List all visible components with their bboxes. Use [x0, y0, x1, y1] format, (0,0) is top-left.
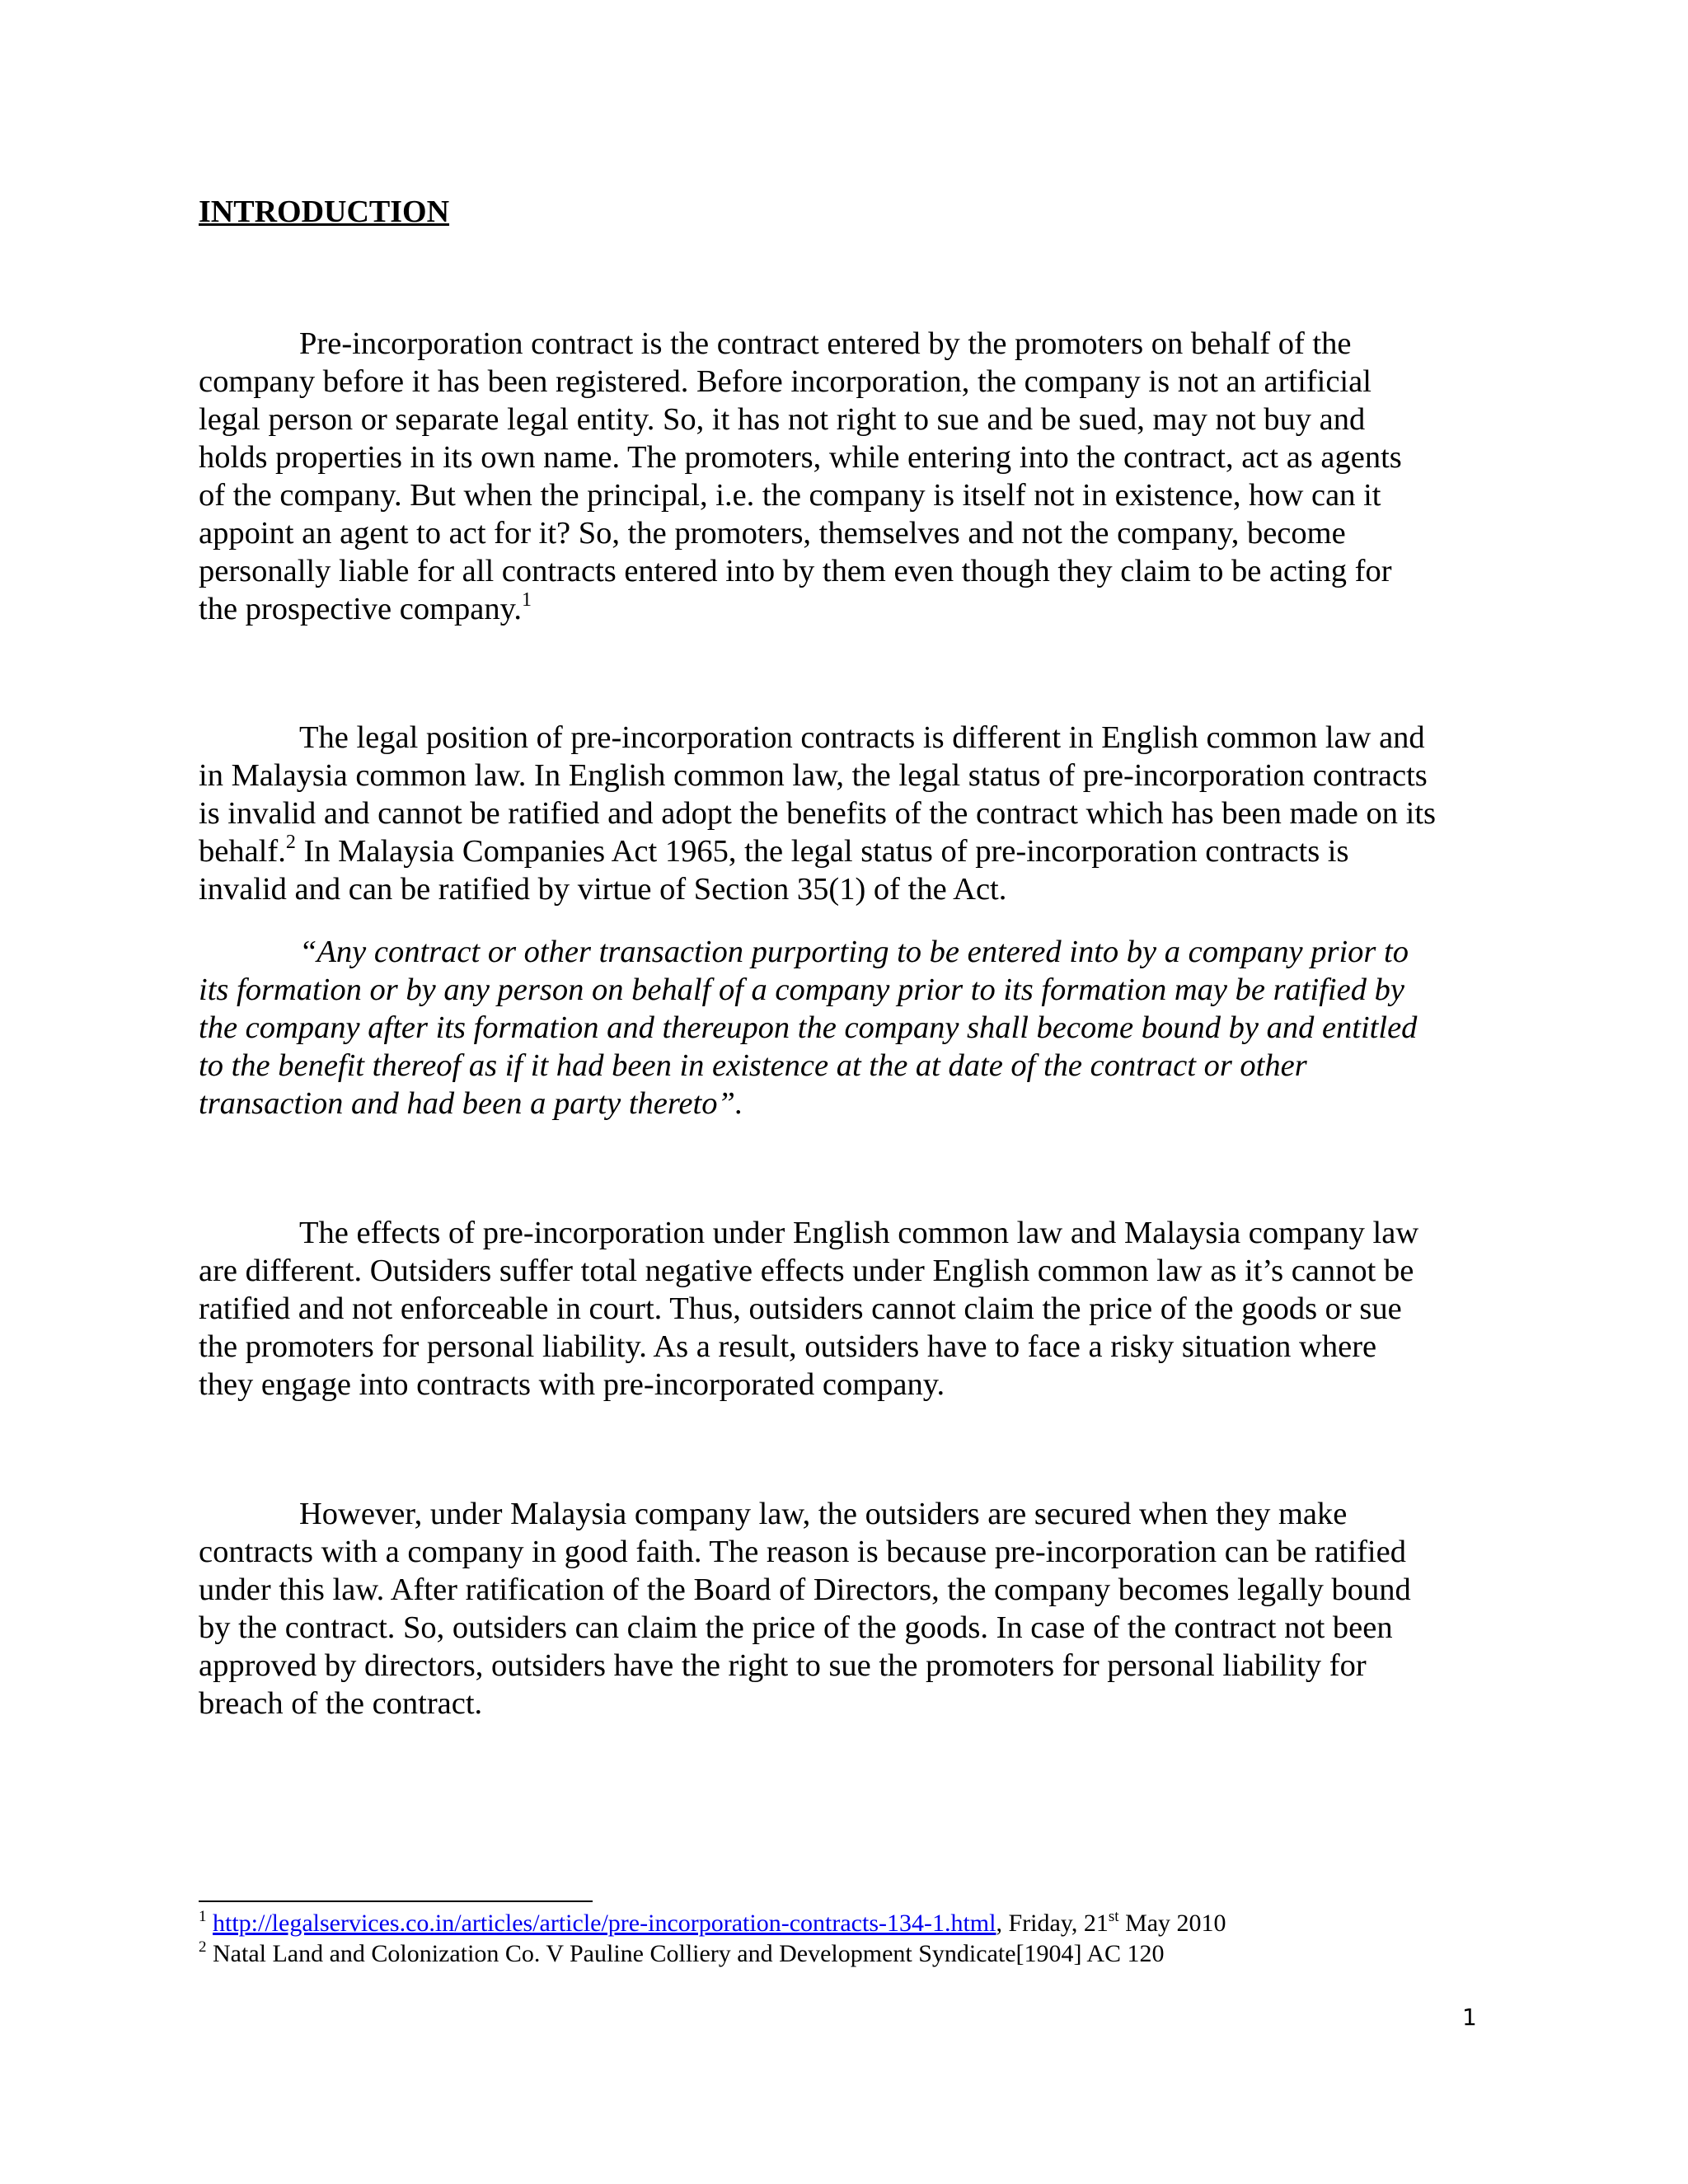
paragraph-text: In Malaysia Companies Act 1965, the legal status of pre-incorporation contracts is — [295, 834, 1349, 869]
ordinal-suffix: st — [1108, 1908, 1119, 1925]
paragraph-line: The legal position of pre-incorporation contracts is different in English common law and — [299, 720, 1425, 755]
footnote-1 — [199, 1908, 1517, 1938]
paragraph-line: they engage into contracts with pre-incorporated company. — [199, 1367, 945, 1402]
paragraph-text: behalf. — [199, 834, 286, 869]
statute-quote — [199, 933, 1509, 1122]
paragraph-line: of the company. But when the principal, i.e. the company is itself not in existence, how can it — [199, 478, 1381, 513]
footnote-text: , Friday, 21 — [996, 1910, 1109, 1937]
paragraph-line: However, under Malaysia company law, the outsiders are secured when they make — [299, 1497, 1348, 1531]
paragraph-line: is invalid and cannot be ratified and adopt the benefits of the contract which has been made on its — [199, 796, 1437, 831]
paragraph-line: the promoters for personal liability. As a result, outsiders have to face a risky situation where — [199, 1329, 1377, 1364]
footnote-ref-2: 2 — [285, 832, 296, 854]
footnote-number: 2 — [199, 1938, 207, 1956]
footnote-separator — [199, 1900, 593, 1902]
footnote-number: 1 — [199, 1908, 207, 1925]
paragraph-line: ratified and not enforceable in court. Thus, outsiders cannot claim the price of the goods or sue — [199, 1291, 1402, 1326]
quote-line: the company after its formation and thereupon the company shall become bound by and entitled — [199, 1010, 1418, 1045]
paragraph-line: The effects of pre-incorporation under English common law and Malaysia company law — [299, 1216, 1419, 1250]
paragraph-4 — [199, 1495, 1509, 1722]
footnote-text: Natal Land and Colonization Co. V Pauline Colliery and Development Syndicate[1904] AC 120 — [206, 1940, 1165, 1967]
paragraph-1 — [199, 325, 1509, 628]
paragraph-line: holds properties in its own name. The promoters, while entering into the contract, act as agents — [199, 440, 1402, 475]
paragraph-line: Pre-incorporation contract is the contract entered by the promoters on behalf of the — [299, 326, 1352, 361]
paragraph-line: by the contract. So, outsiders can claim the price of the goods. In case of the contract not been — [199, 1610, 1393, 1645]
paragraph-3 — [199, 1214, 1509, 1404]
quote-line: its formation or by any person on behalf of a company prior to its formation may be ratified by — [199, 972, 1404, 1007]
paragraph-line: contracts with a company in good faith. The reason is because pre-incorporation can be ratified — [199, 1535, 1406, 1569]
paragraph-line: approved by directors, outsiders have the right to sue the promoters for personal liability for — [199, 1648, 1367, 1683]
paragraph-line-last — [199, 590, 1509, 628]
paragraph-line: are different. Outsiders suffer total negative effects under English common law as it’s cannot be — [199, 1254, 1414, 1288]
paragraph-line: personally liable for all contracts entered into by them even though they claim to be acting for — [199, 554, 1392, 588]
quote-line: transaction and had been a party thereto”. — [199, 1086, 743, 1121]
paragraph-text: the prospective company. — [199, 592, 522, 626]
page-number: 1 — [1462, 2004, 1477, 2031]
paragraph-line — [199, 832, 1509, 870]
footnote-text: May 2010 — [1118, 1910, 1226, 1937]
paragraph-line: in Malaysia common law. In English common law, the legal status of pre-incorporation contracts — [199, 758, 1428, 793]
paragraph-line: legal person or separate legal entity. So, it has not right to sue and be sued, may not buy and — [199, 402, 1366, 437]
paragraph-line: breach of the contract. — [199, 1686, 483, 1721]
quote-line: to the benefit thereof as if it had been in existence at the at date of the contract or other — [199, 1048, 1307, 1083]
footnote-link[interactable]: http://legalservices.co.in/articles/article/pre-incorporation-contracts-134-1.html — [213, 1910, 996, 1937]
footnote-ref-1: 1 — [522, 589, 532, 612]
paragraph-line: company before it has been registered. Before incorporation, the company is not an artificial — [199, 364, 1372, 399]
page-heading: INTRODUCTION — [199, 194, 450, 229]
quote-line: “Any contract or other transaction purporting to be entered into by a company prior to — [299, 935, 1409, 969]
footnotes — [199, 1908, 1517, 1969]
footnote-2 — [199, 1938, 1517, 1969]
paragraph-line: invalid and can be ratified by virtue of Section 35(1) of the Act. — [199, 872, 1007, 907]
paragraph-2 — [199, 719, 1509, 908]
paragraph-line: under this law. After ratification of the Board of Directors, the company becomes legally bound — [199, 1572, 1411, 1607]
paragraph-line: appoint an agent to act for it? So, the promoters, themselves and not the company, become — [199, 516, 1346, 551]
